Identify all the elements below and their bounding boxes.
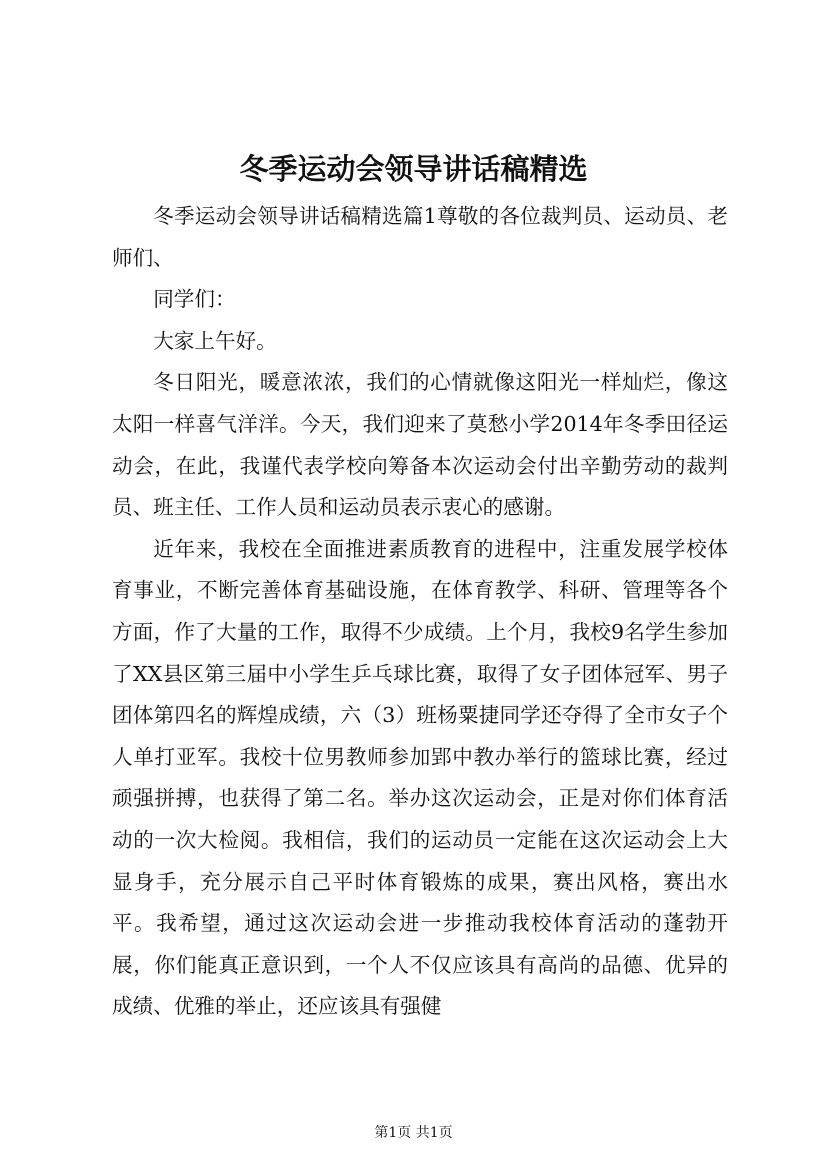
paragraph-classmates: 同学们： bbox=[153, 287, 236, 312]
paragraph-achievements: 近年来，我校在全面推进素质教育的进程中，注重发展学校体育事业，不断完善体育基础设施，在体育教学、科研、管理等各个方面，作了大量的工作，取得不少成绩。上个月，我校9名学生参加了XX县区第三届中小学生乒乓球比赛，取得了女子团体冠军、男子团体第四名的辉煌成绩，六（3）班杨粟捷同学还夺得了全市女子个人单打亚军。我校十位男教师参加郢中教办举行的篮球比赛，经过顽强拼搏，也获得了第二名。举办这次运动会，正是对你们体育活动的一次大检阅。我相信，我们的运动员一定能在这次运动会上大显身手，充分展示自己平时体育锻炼的成果，赛出风格，赛出水平。我希望，通过这次运动会进一步推动我校体育活动的蓬勃开展，你们能真正意识到，一个人不仅应该具有高尚的品德、优异的成绩、优雅的举止，还应该具有强健 bbox=[112, 536, 728, 1019]
page-footer: 第1页 共1页 bbox=[374, 1125, 453, 1141]
paragraph-greeting: 冬季运动会领导讲话稿精选篇1尊敬的各位裁判员、运动员、老师们、 bbox=[112, 204, 728, 270]
paragraph-good-morning: 大家上午好。 bbox=[153, 328, 277, 353]
document-body bbox=[112, 196, 728, 1028]
paragraph-opening: 冬日阳光，暖意浓浓，我们的心情就像这阳光一样灿烂，像这太阳一样喜气洋洋。今天，我们迎来了莫愁小学2014年冬季田径运动会，在此，我谨代表学校向筹备本次运动会付出辛勤劳动的裁判员、班主任、工作人员和运动员表示衷心的感谢。 bbox=[112, 370, 728, 520]
document-title: 冬季运动会领导讲话稿精选 bbox=[239, 152, 588, 186]
